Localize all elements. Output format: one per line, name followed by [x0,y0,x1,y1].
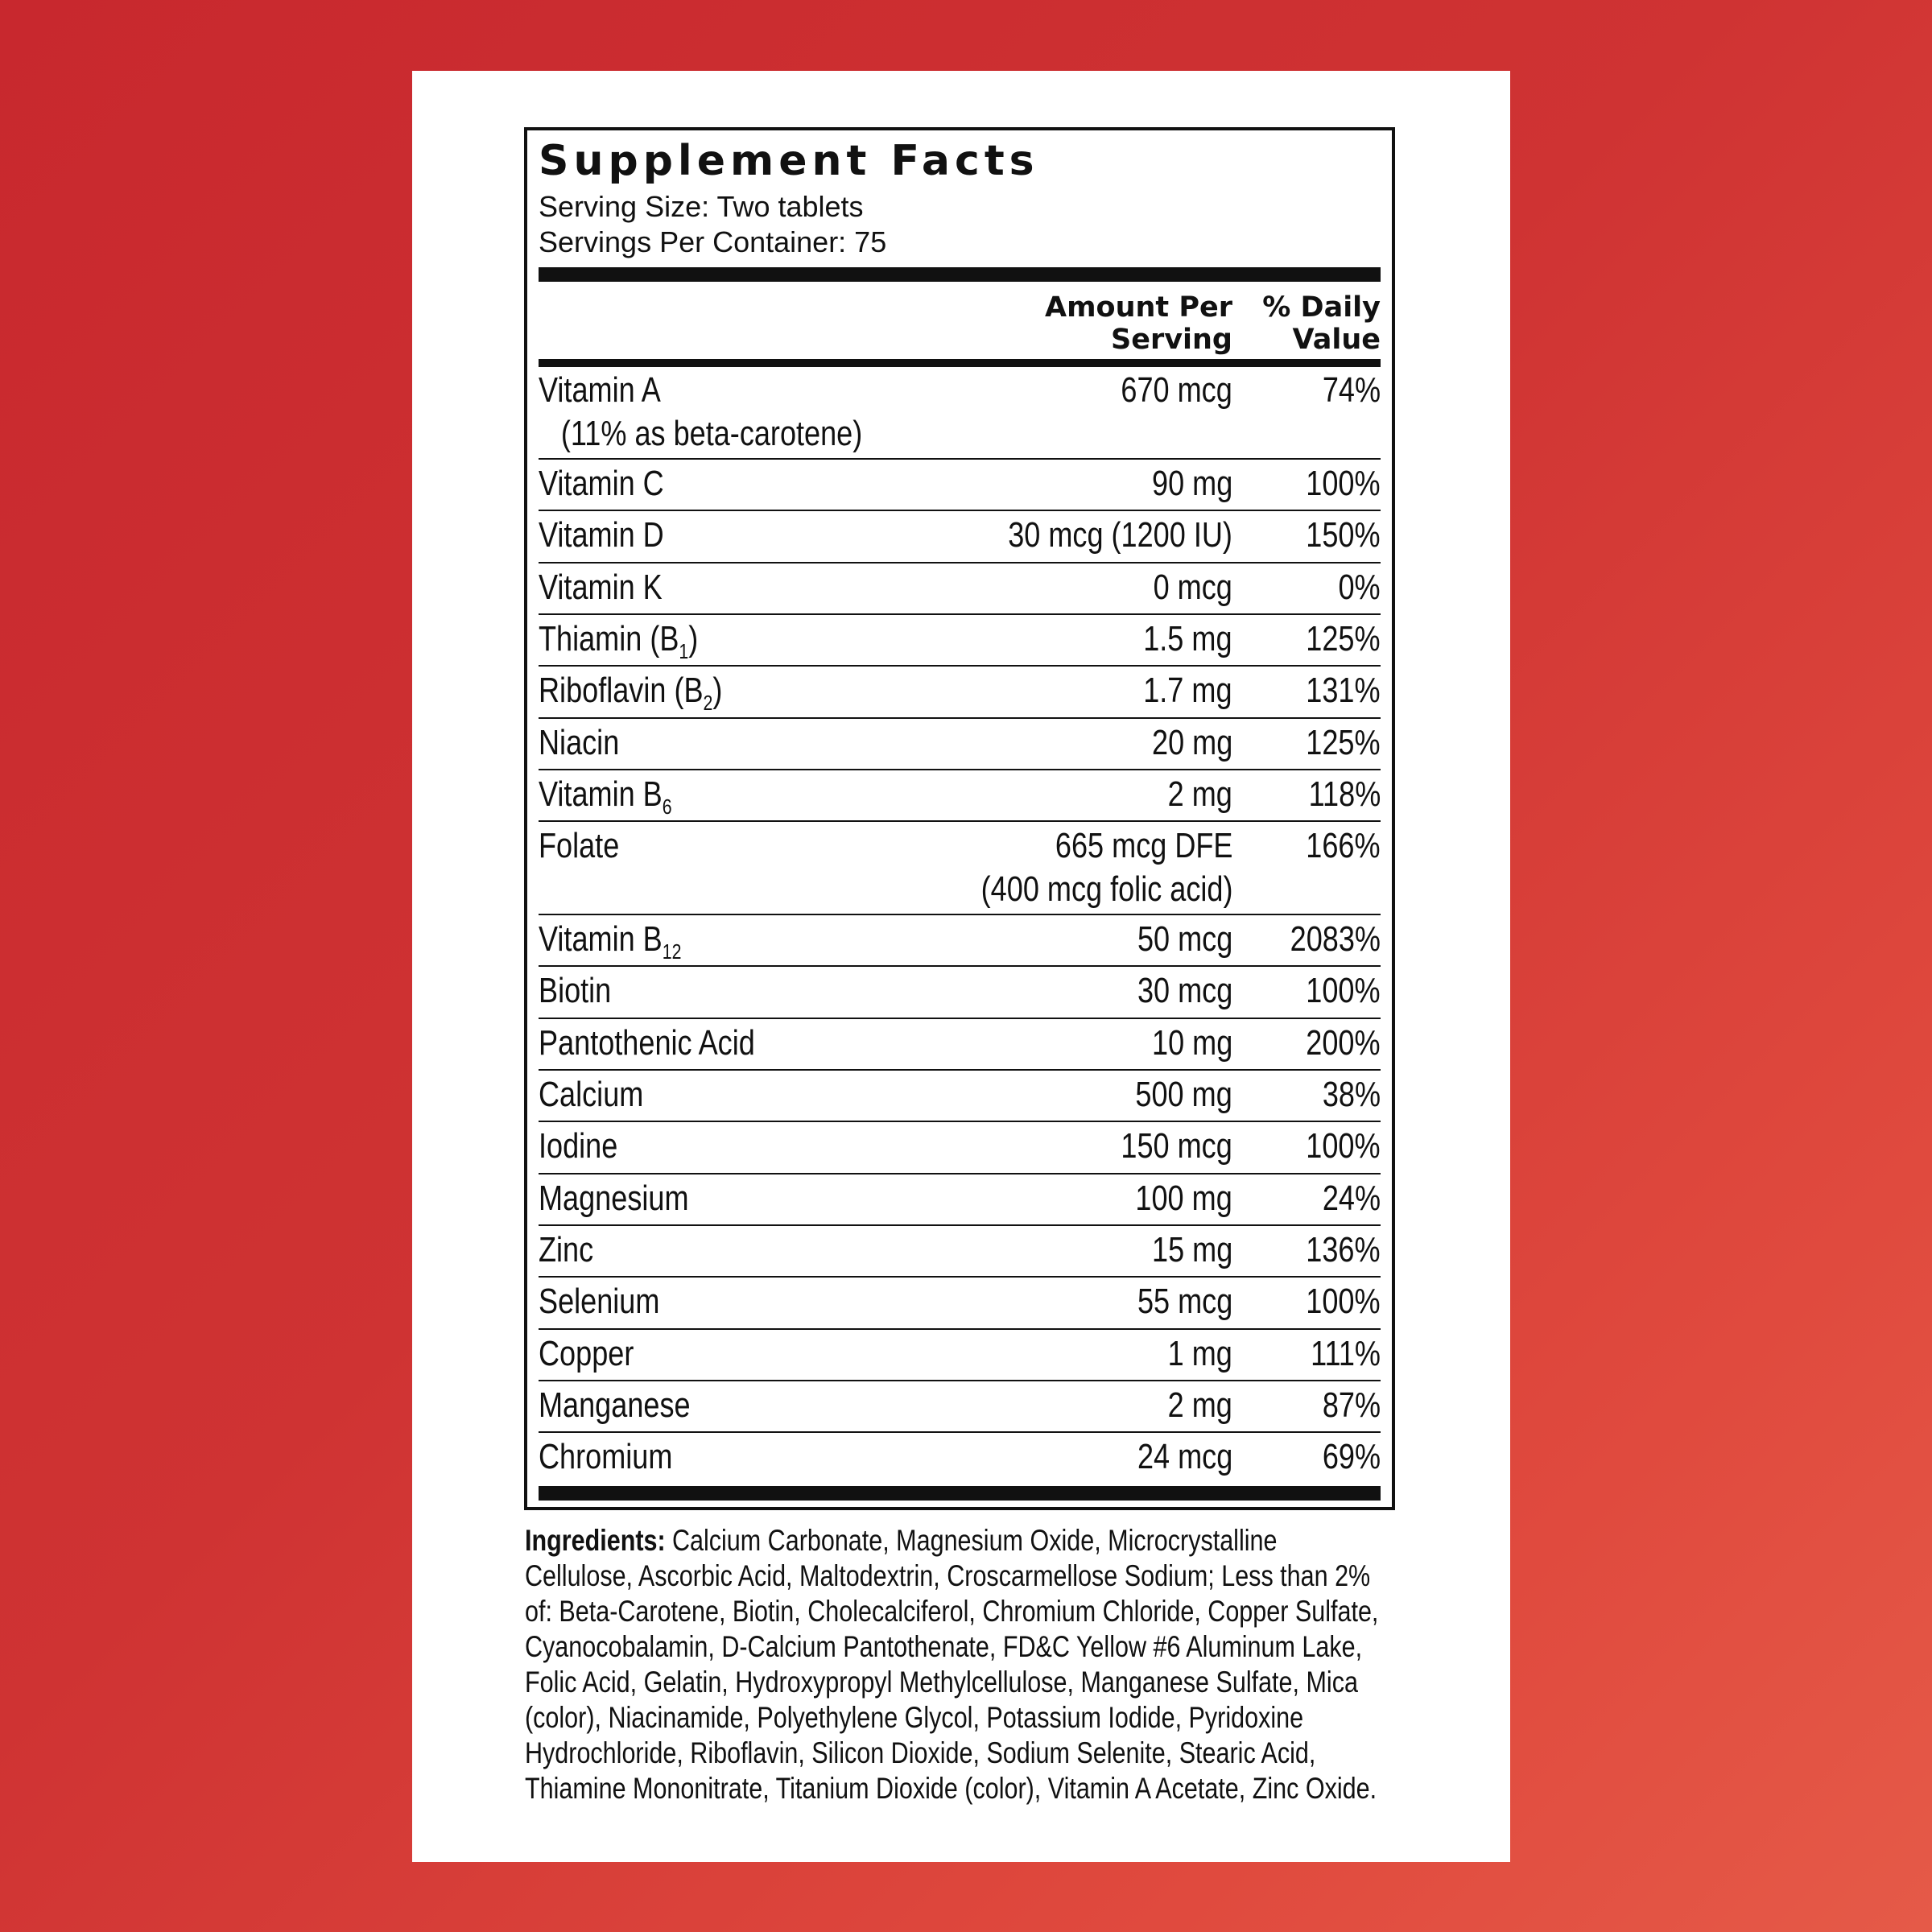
nutrient-name [539,1228,593,1272]
nutrient-daily-value: 131% [1306,671,1381,711]
ingredients-block [525,1523,1389,1806]
nutrient-amount [1136,1177,1232,1220]
amount-header-line1: Amount Per [1044,291,1232,324]
nutrient-amount [980,824,1232,911]
nutrient-subscript: 2 [703,691,713,716]
row-divider [539,613,1381,615]
nutrient-amount-text: 670 mcg [1121,370,1232,410]
nutrient-amount-text: 100 mg [1135,1178,1232,1218]
nutrient-name [539,1125,617,1168]
nutrient-daily-value: 100% [1306,464,1381,503]
nutrient-name [539,1022,755,1065]
serving-size: Serving Size: Two tablets [539,190,864,223]
nutrient-name [539,462,664,506]
nutrient-row [539,462,1381,510]
nutrient-daily-value: 200% [1306,1022,1381,1063]
nutrient-name [539,1384,691,1427]
medium-rule [539,359,1381,367]
nutrient-amount-text: 30 mcg [1137,971,1232,1011]
nutrient-name [539,617,698,661]
row-divider [539,717,1381,719]
nutrient-name [539,969,611,1013]
nutrient-row [539,1177,1381,1225]
nutrient-name-text: Zinc [539,1229,594,1269]
nutrient-amount [1137,1280,1232,1323]
nutrient-amount-note: (400 mcg folic acid) [980,869,1232,910]
nutrient-name-text: Pantothenic Acid [539,1022,755,1063]
nutrient-amount-text: 1.5 mg [1143,618,1232,658]
nutrient-row [539,617,1381,666]
nutrient-name-text: Chromium [539,1437,673,1477]
nutrient-name [539,1280,659,1323]
nutrient-amount-text: 55 mcg [1137,1282,1232,1322]
row-divider [539,665,1381,667]
nutrient-row [539,669,1381,717]
nutrient-amount [1152,721,1232,765]
nutrient-name [539,669,723,716]
nutrient-amount [1137,1435,1232,1479]
dv-header-line1: % Daily [1262,291,1381,324]
nutrient-name-text: Riboflavin (B [539,671,704,711]
nutrient-amount [1154,566,1232,609]
nutrient-name-text: Selenium [539,1282,660,1322]
nutrient-name [539,369,862,456]
nutrient-amount [1152,1228,1232,1272]
nutrient-daily-value: 125% [1306,618,1381,658]
nutrient-amount [1152,1022,1232,1065]
row-divider [539,1276,1381,1278]
ingredients-text: Calcium Carbonate, Magnesium Oxide, Microcrystalline Cellulose, Ascorbic Acid, Maltodextrin, Croscarmellose Sodium; Less than 2% of: Beta-Carotene, Biotin, Cholecalciferol, Chromium Chloride, Copper Sulfate, Cyanocobalamin, D-Calcium Pantothenate, FD&C Yellow #6 Aluminum Lake, Folic Acid, Gelatin, Hydroxypropyl Methylcellulose, Manganese Sulfate, Mica (color), Niacinamide, Polyethylene Glycol, Potassium Iodide, Pyridoxine Hydrochloride, Riboflavin, Silicon Dioxide, Sodium Selenite, Stearic Acid, Thiamine Mononitrate, Titanium Dioxide (color), Vitamin A Acetate, Zinc Oxide. [525,1524,1379,1805]
nutrient-amount [1137,918,1232,961]
row-divider [539,1069,1381,1071]
nutrient-row [539,773,1381,821]
nutrient-name-text: Vitamin B [539,919,663,960]
nutrient-row [539,1384,1381,1432]
nutrient-name-suffix: ) [688,618,699,658]
nutrient-row [539,1280,1381,1328]
nutrient-name [539,1073,643,1117]
dv-header-line2: Value [1292,324,1381,356]
nutrient-name-text: Iodine [539,1126,618,1166]
nutrient-amount-text: 500 mg [1135,1075,1232,1114]
nutrient-amount-text: 150 mcg [1121,1126,1232,1166]
nutrient-daily-value: 166% [1306,826,1381,866]
nutrient-name [539,514,664,557]
nutrient-amount [1144,669,1232,712]
nutrient-amount-text: 90 mg [1151,464,1232,503]
nutrient-amount-text: 30 mcg (1200 IU) [1008,515,1232,555]
nutrient-daily-value: 125% [1306,722,1381,762]
nutrient-daily-value: 2083% [1290,919,1381,960]
nutrient-row [539,369,1381,459]
row-divider [539,1380,1381,1381]
row-divider [539,1431,1381,1433]
row-divider [539,914,1381,915]
row-divider [539,1328,1381,1330]
nutrient-name-text: Biotin [539,971,612,1011]
nutrient-row [539,918,1381,966]
nutrient-name-text: Vitamin D [539,515,664,555]
nutrient-name-text: Thiamin (B [539,618,679,658]
nutrient-name [539,1435,672,1479]
nutrient-amount [1168,773,1232,816]
nutrient-daily-value: 118% [1308,774,1381,814]
nutrient-name-text: Vitamin C [539,464,664,503]
nutrient-daily-value: 87% [1322,1385,1381,1425]
row-divider [539,510,1381,511]
nutrient-name [539,824,619,868]
ingredients-label: Ingredients: [525,1524,666,1557]
nutrient-row [539,1125,1381,1173]
nutrient-amount-text: 665 mcg DFE [1055,826,1232,866]
nutrient-row [539,824,1381,914]
nutrient-amount [1121,1125,1232,1168]
nutrient-row [539,969,1381,1018]
nutrient-row [539,514,1381,562]
nutrient-name-text: Manganese [539,1385,691,1425]
nutrient-name [539,918,682,964]
servings-per-container: Servings Per Container: 75 [539,225,887,258]
row-divider [539,458,1381,460]
nutrient-subscript: 1 [679,638,689,663]
nutrient-daily-value: 100% [1306,971,1381,1011]
nutrient-name [539,721,619,765]
nutrient-name-text: Folate [539,826,620,866]
row-divider [539,965,1381,967]
thick-rule-bottom [539,1486,1381,1501]
nutrient-row [539,1332,1381,1381]
amount-header-line2: Serving [1111,324,1232,356]
nutrient-name-text: Copper [539,1333,634,1373]
thick-rule-top [539,267,1381,282]
nutrient-amount-text: 2 mg [1167,1385,1232,1425]
nutrient-name [539,773,672,819]
nutrient-row [539,1435,1381,1484]
nutrient-daily-value: 69% [1322,1437,1381,1477]
nutrient-row [539,1022,1381,1070]
nutrient-amount [1168,1332,1232,1376]
nutrient-amount-text: 50 mcg [1137,919,1232,960]
facts-title: Supplement Facts [539,137,1039,185]
nutrient-name-text: Vitamin A [539,370,661,410]
daily-value-header [1262,291,1381,356]
nutrient-amount-text: 20 mg [1151,722,1232,762]
nutrient-amount [1144,617,1232,661]
nutrient-name [539,566,663,609]
nutrient-amount-text: 1 mg [1167,1333,1232,1373]
supplement-facts-panel [524,127,1395,1510]
nutrient-amount-text: 15 mg [1151,1229,1232,1269]
row-divider [539,1121,1381,1122]
nutrient-amount-text: 2 mg [1167,774,1232,814]
nutrient-row [539,1228,1381,1277]
nutrient-row [539,721,1381,770]
row-divider [539,562,1381,564]
row-divider [539,820,1381,822]
row-divider [539,1224,1381,1226]
nutrient-amount [1008,514,1232,557]
nutrient-daily-value: 100% [1306,1282,1381,1322]
nutrient-daily-value: 111% [1311,1333,1381,1373]
nutrient-name-text: Vitamin K [539,567,663,607]
nutrient-amount [1137,969,1232,1013]
nutrient-daily-value: 150% [1306,515,1381,555]
row-divider [539,769,1381,770]
nutrient-name-text: Vitamin B [539,774,663,814]
nutrient-amount [1168,1384,1232,1427]
nutrient-daily-value: 136% [1306,1229,1381,1269]
nutrient-row [539,566,1381,614]
nutrient-name-suffix: ) [712,671,723,711]
nutrient-daily-value: 38% [1322,1075,1381,1114]
nutrient-amount-text: 1.7 mg [1143,671,1232,711]
row-divider [539,1018,1381,1019]
nutrient-daily-value: 100% [1306,1126,1381,1166]
nutrient-daily-value: 0% [1338,567,1381,607]
nutrient-subscript: 6 [662,794,672,819]
nutrient-amount-text: 0 mcg [1153,567,1232,607]
nutrient-daily-value: 24% [1322,1178,1381,1218]
nutrient-amount [1152,462,1232,506]
nutrient-daily-value: 74% [1322,370,1381,410]
nutrient-amount [1136,1073,1232,1117]
label-card [412,71,1510,1862]
nutrient-amount [1121,369,1232,412]
nutrient-name-text: Calcium [539,1075,644,1114]
nutrient-row [539,1073,1381,1121]
nutrient-name-text: Niacin [539,722,620,762]
row-divider [539,1173,1381,1174]
nutrient-name-text: Magnesium [539,1178,689,1218]
nutrient-amount-text: 24 mcg [1137,1437,1232,1477]
nutrient-amount-text: 10 mg [1151,1022,1232,1063]
nutrient-name [539,1332,634,1376]
nutrient-name [539,1177,688,1220]
nutrient-note: (11% as beta-carotene) [560,414,863,453]
amount-per-serving-header [1045,291,1232,356]
nutrient-subscript: 12 [662,939,682,964]
